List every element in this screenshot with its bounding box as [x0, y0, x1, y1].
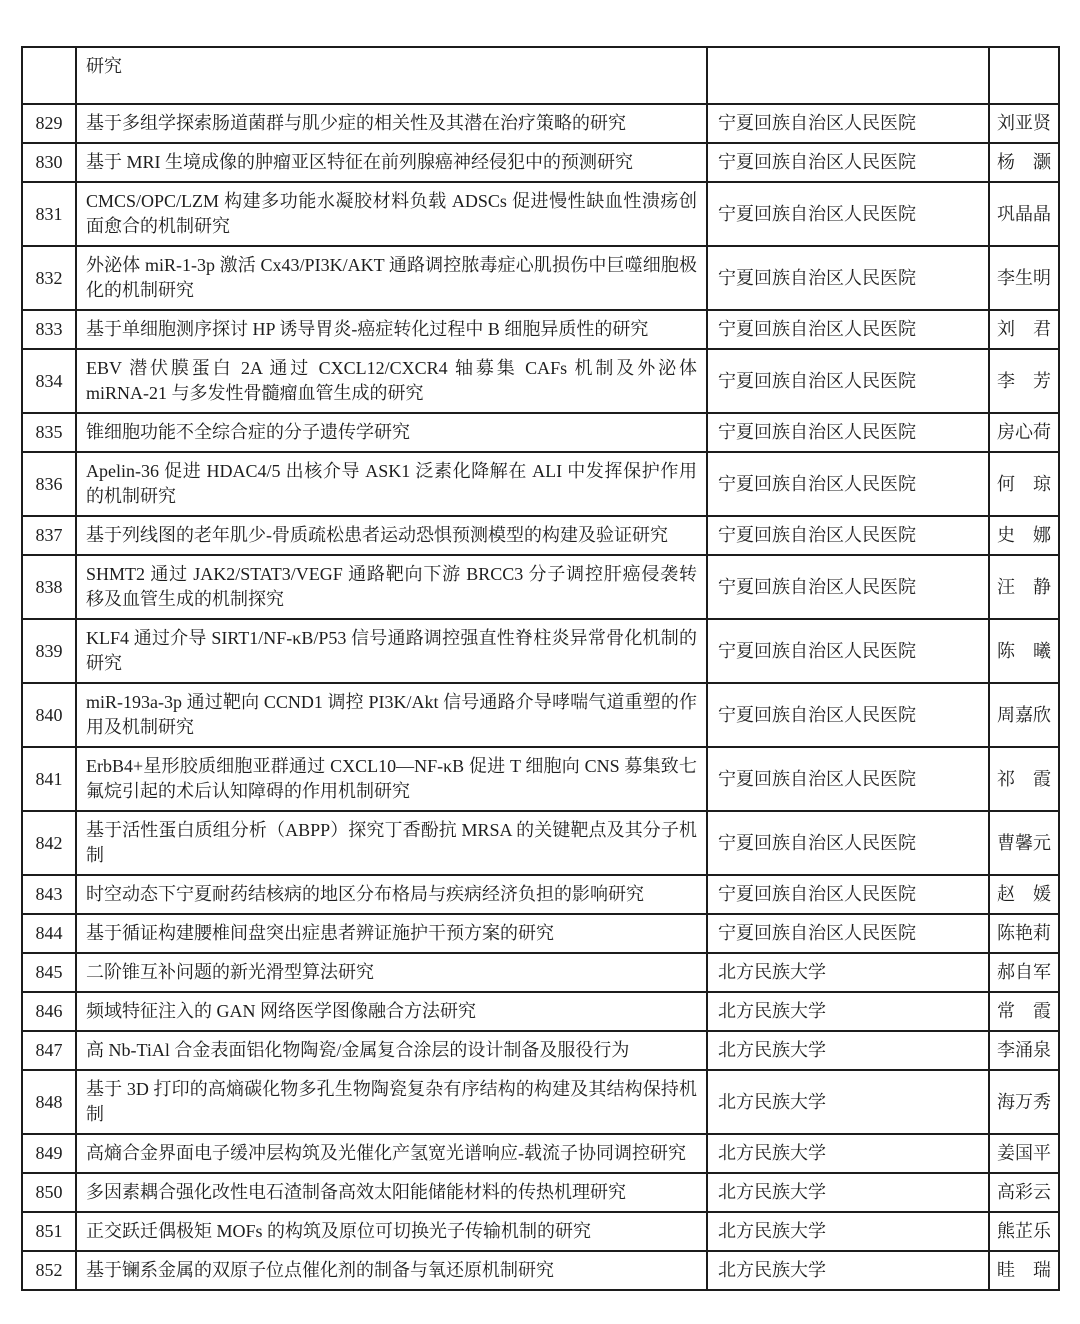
table-row — [22, 619, 1059, 683]
project-title-cell: 基于列线图的老年肌少-骨质疏松患者运动恐惧预测模型的构建及验证研究 — [76, 516, 707, 555]
project-id-cell: 834 — [22, 349, 76, 413]
project-title-cell: 正交跃迁偶极矩 MOFs 的构筑及原位可切换光子传输机制的研究 — [76, 1212, 707, 1251]
projects-table-body — [22, 47, 1059, 1290]
table-row — [22, 47, 1059, 104]
institution-cell: 宁夏回族自治区人民医院 — [707, 349, 989, 413]
leader-name-cell: 海万秀 — [989, 1070, 1059, 1134]
leader-name-cell: 熊芷乐 — [989, 1212, 1059, 1251]
project-id-cell: 833 — [22, 310, 76, 349]
table-row — [22, 104, 1059, 143]
leader-name-cell: 房心荷 — [989, 413, 1059, 452]
institution-cell: 宁夏回族自治区人民医院 — [707, 555, 989, 619]
project-title-cell: 基于单细胞测序探讨 HP 诱导胃炎-癌症转化过程中 B 细胞异质性的研究 — [76, 310, 707, 349]
project-title-cell: 高 Nb-TiAl 合金表面铝化物陶瓷/金属复合涂层的设计制备及服役行为 — [76, 1031, 707, 1070]
leader-name-cell: 汪 静 — [989, 555, 1059, 619]
institution-cell: 北方民族大学 — [707, 1212, 989, 1251]
institution-cell: 宁夏回族自治区人民医院 — [707, 143, 989, 182]
table-row — [22, 1031, 1059, 1070]
institution-cell: 北方民族大学 — [707, 1251, 989, 1290]
project-title-cell: 基于活性蛋白质组分析（ABPP）探究丁香酚抗 MRSA 的关键靶点及其分子机制 — [76, 811, 707, 875]
table-row — [22, 1173, 1059, 1212]
project-id-cell: 831 — [22, 182, 76, 246]
project-title-cell: 基于 MRI 生境成像的肿瘤亚区特征在前列腺癌神经侵犯中的预测研究 — [76, 143, 707, 182]
project-id-cell: 848 — [22, 1070, 76, 1134]
project-id-cell: 835 — [22, 413, 76, 452]
table-row — [22, 413, 1059, 452]
project-id-cell: 850 — [22, 1173, 76, 1212]
institution-cell: 宁夏回族自治区人民医院 — [707, 310, 989, 349]
project-title-cell: 基于多组学探索肠道菌群与肌少症的相关性及其潜在治疗策略的研究 — [76, 104, 707, 143]
table-row — [22, 953, 1059, 992]
leader-name-cell: 李生明 — [989, 246, 1059, 310]
project-title-cell: Apelin-36 促进 HDAC4/5 出核介导 ASK1 泛素化降解在 ALI 中发挥保护作用的机制研究 — [76, 452, 707, 516]
project-title-cell: 锥细胞功能不全综合症的分子遗传学研究 — [76, 413, 707, 452]
project-id-cell: 842 — [22, 811, 76, 875]
table-row — [22, 914, 1059, 953]
table-row — [22, 875, 1059, 914]
institution-cell: 宁夏回族自治区人民医院 — [707, 246, 989, 310]
table-row — [22, 182, 1059, 246]
table-row — [22, 143, 1059, 182]
institution-cell: 北方民族大学 — [707, 1134, 989, 1173]
institution-cell — [707, 47, 989, 104]
institution-cell: 宁夏回族自治区人民医院 — [707, 182, 989, 246]
leader-name-cell: 常 霞 — [989, 992, 1059, 1031]
leader-name-cell: 杨 灏 — [989, 143, 1059, 182]
table-row — [22, 516, 1059, 555]
project-id-cell: 837 — [22, 516, 76, 555]
institution-cell: 宁夏回族自治区人民医院 — [707, 811, 989, 875]
project-title-cell: KLF4 通过介导 SIRT1/NF-κB/P53 信号通路调控强直性脊柱炎异常骨化机制的研究 — [76, 619, 707, 683]
institution-cell: 宁夏回族自治区人民医院 — [707, 875, 989, 914]
project-title-cell: 高熵合金界面电子缓冲层构筑及光催化产氢宽光谱响应-载流子协同调控研究 — [76, 1134, 707, 1173]
project-title-cell: 二阶锥互补问题的新光滑型算法研究 — [76, 953, 707, 992]
table-row — [22, 1251, 1059, 1290]
institution-cell: 宁夏回族自治区人民医院 — [707, 914, 989, 953]
project-title-cell: 基于镧系金属的双原子位点催化剂的制备与氧还原机制研究 — [76, 1251, 707, 1290]
project-id-cell: 844 — [22, 914, 76, 953]
leader-name-cell: 祁 霞 — [989, 747, 1059, 811]
institution-cell: 北方民族大学 — [707, 1173, 989, 1212]
leader-name-cell: 曹馨元 — [989, 811, 1059, 875]
table-row — [22, 555, 1059, 619]
leader-name-cell: 周嘉欣 — [989, 683, 1059, 747]
project-id-cell: 843 — [22, 875, 76, 914]
institution-cell: 北方民族大学 — [707, 1031, 989, 1070]
project-id-cell — [22, 47, 76, 104]
institution-cell: 宁夏回族自治区人民医院 — [707, 452, 989, 516]
project-title-cell: SHMT2 通过 JAK2/STAT3/VEGF 通路靶向下游 BRCC3 分子调控肝癌侵袭转移及血管生成的机制探究 — [76, 555, 707, 619]
project-title-cell: 频域特征注入的 GAN 网络医学图像融合方法研究 — [76, 992, 707, 1031]
leader-name-cell: 赵 媛 — [989, 875, 1059, 914]
table-row — [22, 1212, 1059, 1251]
leader-name-cell: 史 娜 — [989, 516, 1059, 555]
leader-name-cell: 陈 曦 — [989, 619, 1059, 683]
leader-name-cell: 陈艳莉 — [989, 914, 1059, 953]
project-title-cell: 时空动态下宁夏耐药结核病的地区分布格局与疾病经济负担的影响研究 — [76, 875, 707, 914]
institution-cell: 宁夏回族自治区人民医院 — [707, 619, 989, 683]
project-title-cell: 多因素耦合强化改性电石渣制备高效太阳能储能材料的传热机理研究 — [76, 1173, 707, 1212]
institution-cell: 宁夏回族自治区人民医院 — [707, 413, 989, 452]
project-id-cell: 840 — [22, 683, 76, 747]
project-title-cell: ErbB4+星形胶质细胞亚群通过 CXCL10—NF-κB 促进 T 细胞向 CNS 募集致七氟烷引起的术后认知障碍的作用机制研究 — [76, 747, 707, 811]
project-id-cell: 851 — [22, 1212, 76, 1251]
table-row — [22, 747, 1059, 811]
project-id-cell: 841 — [22, 747, 76, 811]
table-row — [22, 310, 1059, 349]
institution-cell: 北方民族大学 — [707, 953, 989, 992]
table-row — [22, 683, 1059, 747]
project-title-cell: miR-193a-3p 通过靶向 CCND1 调控 PI3K/Akt 信号通路介导哮喘气道重塑的作用及机制研究 — [76, 683, 707, 747]
leader-name-cell: 刘亚贤 — [989, 104, 1059, 143]
project-id-cell: 847 — [22, 1031, 76, 1070]
leader-name-cell: 眭 瑞 — [989, 1251, 1059, 1290]
leader-name-cell: 巩晶晶 — [989, 182, 1059, 246]
project-title-cell: 研究 — [76, 47, 707, 104]
table-row — [22, 811, 1059, 875]
project-id-cell: 829 — [22, 104, 76, 143]
project-title-cell: CMCS/OPC/LZM 构建多功能水凝胶材料负载 ADSCs 促进慢性缺血性溃疡创面愈合的机制研究 — [76, 182, 707, 246]
table-row — [22, 246, 1059, 310]
leader-name-cell: 郝自军 — [989, 953, 1059, 992]
project-id-cell: 846 — [22, 992, 76, 1031]
project-id-cell: 852 — [22, 1251, 76, 1290]
project-title-cell: EBV 潜伏膜蛋白 2A 通过 CXCL12/CXCR4 轴募集 CAFs 机制及外泌体 miRNA-21 与多发性骨髓瘤血管生成的研究 — [76, 349, 707, 413]
projects-table — [21, 46, 1060, 1291]
project-id-cell: 845 — [22, 953, 76, 992]
project-title-cell: 外泌体 miR-1-3p 激活 Cx43/PI3K/AKT 通路调控脓毒症心肌损伤中巨噬细胞极化的机制研究 — [76, 246, 707, 310]
project-id-cell: 832 — [22, 246, 76, 310]
project-id-cell: 838 — [22, 555, 76, 619]
project-title-cell: 基于 3D 打印的高熵碳化物多孔生物陶瓷复杂有序结构的构建及其结构保持机制 — [76, 1070, 707, 1134]
project-id-cell: 836 — [22, 452, 76, 516]
leader-name-cell: 高彩云 — [989, 1173, 1059, 1212]
project-id-cell: 830 — [22, 143, 76, 182]
institution-cell: 北方民族大学 — [707, 992, 989, 1031]
project-id-cell: 849 — [22, 1134, 76, 1173]
leader-name-cell: 刘 君 — [989, 310, 1059, 349]
leader-name-cell: 李 芳 — [989, 349, 1059, 413]
leader-name-cell: 姜国平 — [989, 1134, 1059, 1173]
institution-cell: 宁夏回族自治区人民医院 — [707, 683, 989, 747]
leader-name-cell: 何 琼 — [989, 452, 1059, 516]
institution-cell: 宁夏回族自治区人民医院 — [707, 104, 989, 143]
leader-name-cell — [989, 47, 1059, 104]
institution-cell: 宁夏回族自治区人民医院 — [707, 516, 989, 555]
institution-cell: 北方民族大学 — [707, 1070, 989, 1134]
project-title-cell: 基于循证构建腰椎间盘突出症患者辨证施护干预方案的研究 — [76, 914, 707, 953]
table-row — [22, 1134, 1059, 1173]
leader-name-cell: 李涌泉 — [989, 1031, 1059, 1070]
table-row — [22, 992, 1059, 1031]
table-row — [22, 1070, 1059, 1134]
institution-cell: 宁夏回族自治区人民医院 — [707, 747, 989, 811]
table-row — [22, 452, 1059, 516]
table-row — [22, 349, 1059, 413]
project-id-cell: 839 — [22, 619, 76, 683]
